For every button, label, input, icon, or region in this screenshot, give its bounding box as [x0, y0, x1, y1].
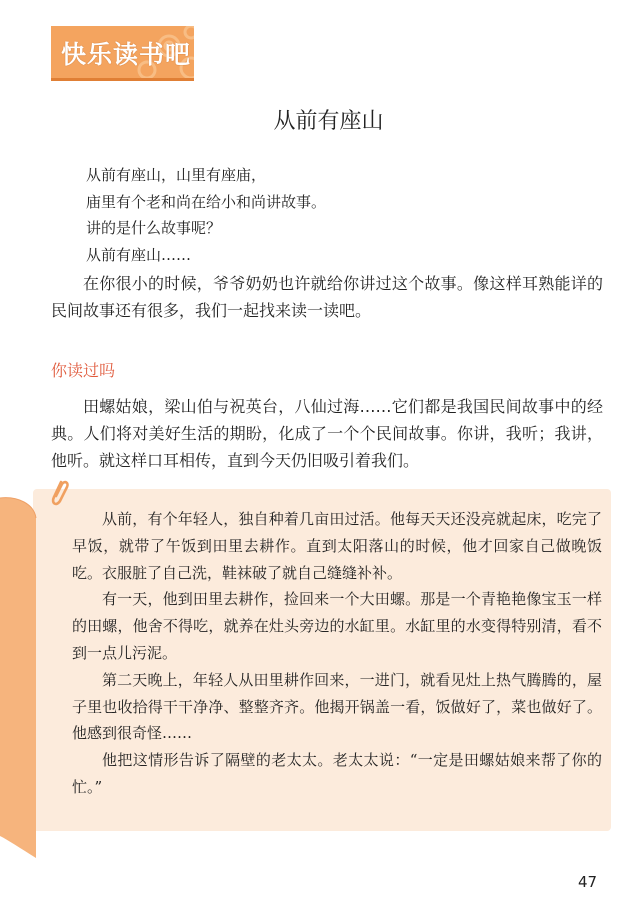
poem-line: 从前有座山……	[86, 245, 192, 264]
excerpt-paragraph: 第二天晚上，年轻人从田里耕作回来，一进门，就看见灶上热气腾腾的，屋子里也收拾得干干净净、整整齐齐。他揭开锅盖一看，饭做好了，菜也做好了。他感到很奇怪……	[72, 670, 602, 743]
excerpt-text	[72, 506, 602, 801]
excerpt-paragraph: 有一天，他到田里去耕作，捡回来一个大田螺。那是一个青艳艳像宝玉一样的田螺，他舍不得吃，就养在灶头旁边的水缸里。水缸里的水变得特别清，看不到一点儿污泥。	[72, 590, 602, 662]
story-title: 从前有座山	[273, 109, 384, 134]
page-curl-decoration	[0, 488, 40, 868]
intro-paragraph: 在你很小的时候，爷爷奶奶也许就给你讲过这个故事。像这样耳熟能详的民间故事还有很多，我们一起找来读一读吧。	[51, 274, 603, 320]
paperclip-icon	[46, 479, 72, 513]
banner-title: 快乐读书吧	[61, 40, 192, 69]
poem	[86, 162, 326, 268]
excerpt-paragraph: 从前，有个年轻人，独自种着几亩田过活。他每天天还没亮就起床，吃完了早饭，就带了午饭到田里去耕作。直到太阳落山的时候，他才回家自己做晚饭吃。衣服脏了自己洗，鞋袜破了就自己缝缝补补。	[72, 510, 602, 582]
section-paragraph: 田螺姑娘，梁山伯与祝英台，八仙过海……它们都是我国民间故事中的经典。人们将对美好生活的期盼，化成了一个个民间故事。你讲，我听；我讲，他听。就这样口耳相传，直到今天仍旧吸引着我们。	[51, 397, 603, 470]
section-heading: 你读过吗	[51, 361, 116, 380]
poem-line: 从前有座山，山里有座庙，	[86, 166, 267, 184]
poem-line: 庙里有个老和尚在给小和尚讲故事。	[86, 192, 327, 211]
title-banner	[51, 26, 194, 81]
excerpt-paragraph: 他把这情形告诉了隔壁的老太太。老太太说：“一定是田螺姑娘来帮了你的忙。”	[72, 751, 602, 796]
poem-line: 讲的是什么故事呢？	[86, 219, 222, 237]
page-number: 47	[578, 873, 598, 891]
